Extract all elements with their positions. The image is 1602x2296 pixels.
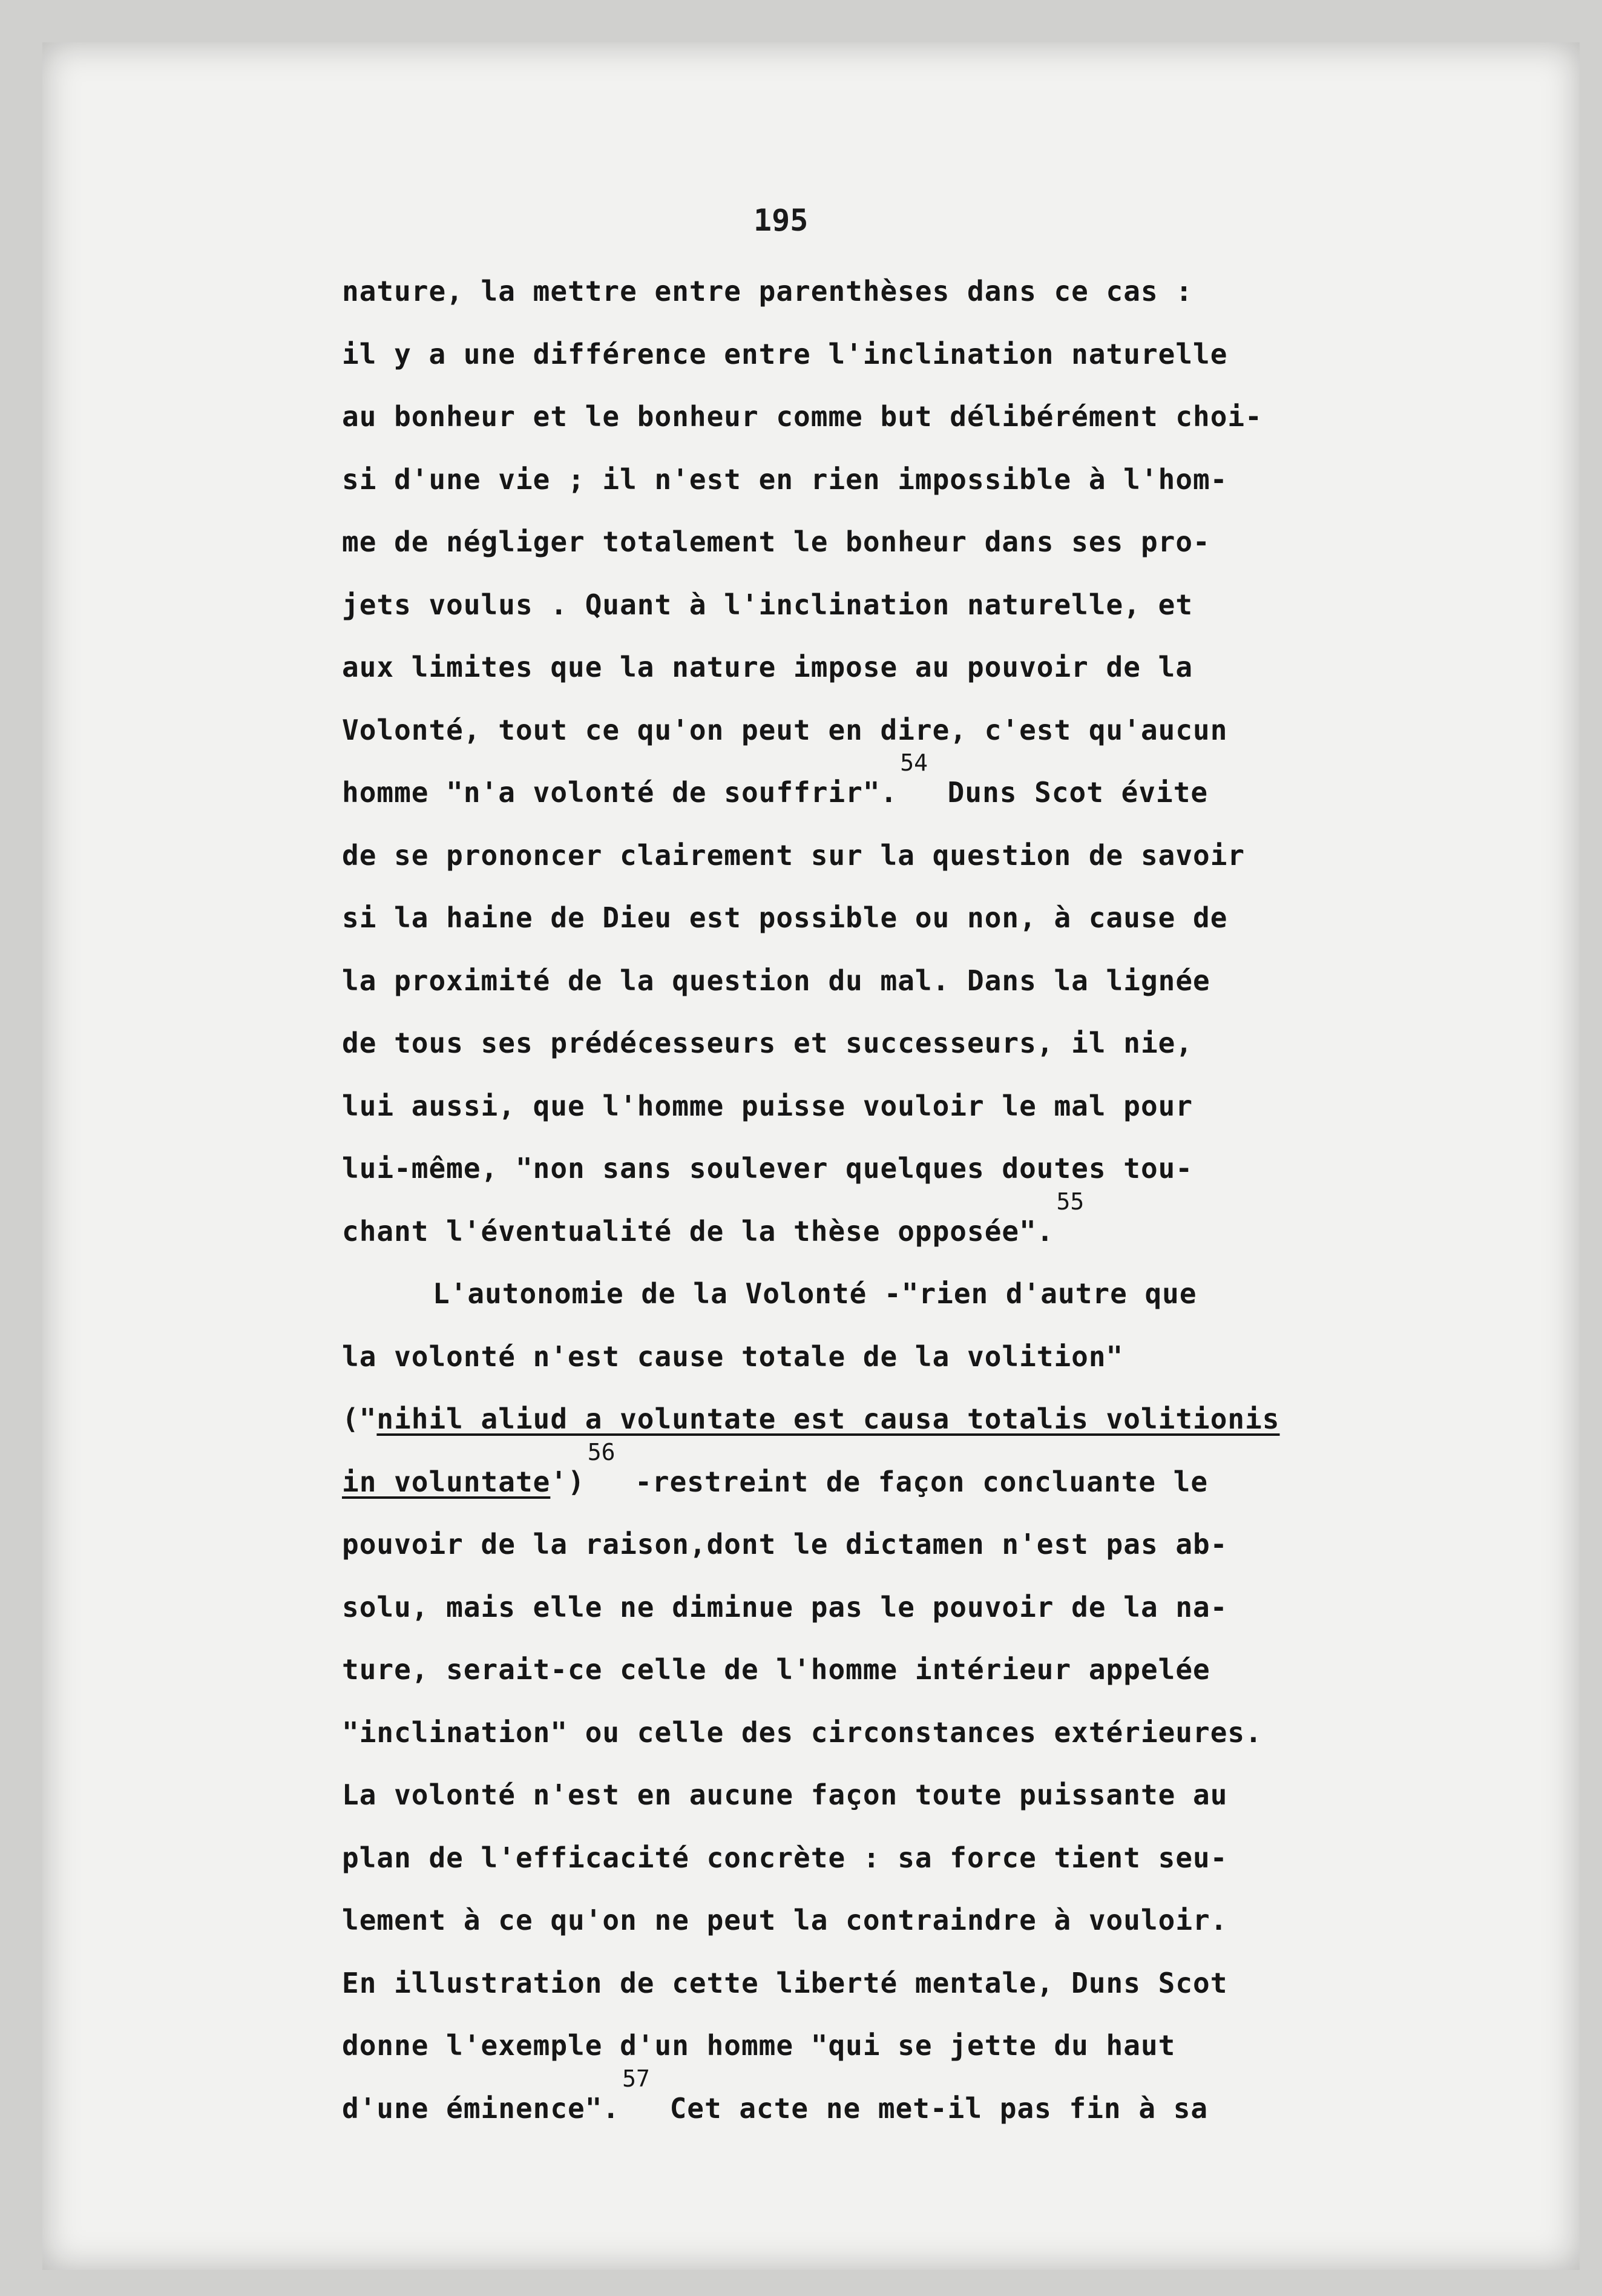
text-line: aux limites que la nature impose au pouvoir de la: [342, 651, 1193, 683]
text-line: lement à ce qu'on ne peut la contraindre à vouloir.: [342, 1904, 1228, 1936]
text-line: [342, 749, 1431, 824]
text-segment: (": [342, 1403, 377, 1435]
text-segment: Cet acte ne met-il pas fin à sa: [652, 2091, 1209, 2125]
underlined-latin-quote: in voluntate: [342, 1465, 551, 1498]
text-line: lui-même, "non sans soulever quelques doutes tou-: [342, 1152, 1193, 1185]
text-line: nature, la mettre entre parenthèses dans ce cas :: [342, 275, 1193, 308]
text-line: Volonté, tout ce qu'on peut en dire, c'est qu'aucun: [342, 713, 1228, 746]
text-line: si d'une vie ; il n'est en rien impossible à l'hom-: [342, 462, 1228, 496]
text-segment: -restreint de façon concluante le: [617, 1465, 1209, 1498]
text-segment: homme "n'a volonté de souffrir".: [342, 776, 898, 809]
text-line: pouvoir de la raison,dont le dictamen n'est pas ab-: [342, 1528, 1228, 1561]
body-text: [342, 260, 1431, 2140]
text-line: plan de l'efficacité concrète : sa force tient seu-: [342, 1841, 1228, 1874]
text-line: En illustration de cette liberté mentale, Duns Scot: [342, 1966, 1228, 1999]
text-line: jets voulus . Quant à l'inclination naturelle, et: [342, 588, 1193, 621]
text-line: [342, 1188, 1431, 1263]
text-line: L'autonomie de la Volonté -"rien d'autre que: [433, 1277, 1197, 1310]
text-segment: Duns Scot évite: [930, 776, 1209, 809]
text-line: lui aussi, que l'homme puisse vouloir le mal pour: [342, 1089, 1193, 1122]
text-line: La volonté n'est en aucune façon toute puissante au: [342, 1778, 1228, 1811]
typescript-page: [42, 42, 1580, 2270]
text-segment: d'une éminence".: [342, 2091, 620, 2125]
text-line: la proximité de la question du mal. Dans la lignée: [342, 964, 1210, 997]
text-segment: chant l'éventualité de la thèse opposée".: [342, 1214, 1054, 1248]
text-line: de tous ses prédécesseurs et successeurs, il nie,: [342, 1027, 1193, 1059]
text-line: au bonheur et le bonheur comme but délibérément choi-: [342, 400, 1262, 433]
text-line: donne l'exemple d'un homme "qui se jette du haut: [342, 2029, 1176, 2062]
text-line: la volonté n'est cause totale de la volition": [342, 1340, 1124, 1373]
text-line: me de négliger totalement le bonheur dans ses pro-: [342, 525, 1210, 558]
footnote-marker: 55: [1056, 1188, 1085, 1215]
text-line: [342, 1388, 1431, 1451]
text-line: ture, serait-ce celle de l'homme intérieur appelée: [342, 1653, 1210, 1686]
text-line: [342, 1438, 1431, 1514]
text-line: [342, 2065, 1431, 2140]
text-line: solu, mais elle ne diminue pas le pouvoir de la na-: [342, 1590, 1228, 1623]
footnote-marker: 54: [900, 749, 928, 776]
footnote-marker: 57: [622, 2065, 650, 2092]
text-line: si la haine de Dieu est possible ou non, à cause de: [342, 901, 1228, 934]
text-line: "inclination" ou celle des circonstances extérieures.: [342, 1715, 1262, 1749]
text-segment: '): [550, 1465, 585, 1498]
text-line: il y a une différence entre l'inclination naturelle: [342, 337, 1228, 370]
text-line: de se prononcer clairement sur la question de savoir: [342, 838, 1246, 872]
underlined-latin-quote: nihil aliud a voluntate est causa totalis volitionis: [376, 1403, 1280, 1435]
page-number: 195: [753, 203, 809, 238]
footnote-marker: 56: [587, 1438, 616, 1465]
